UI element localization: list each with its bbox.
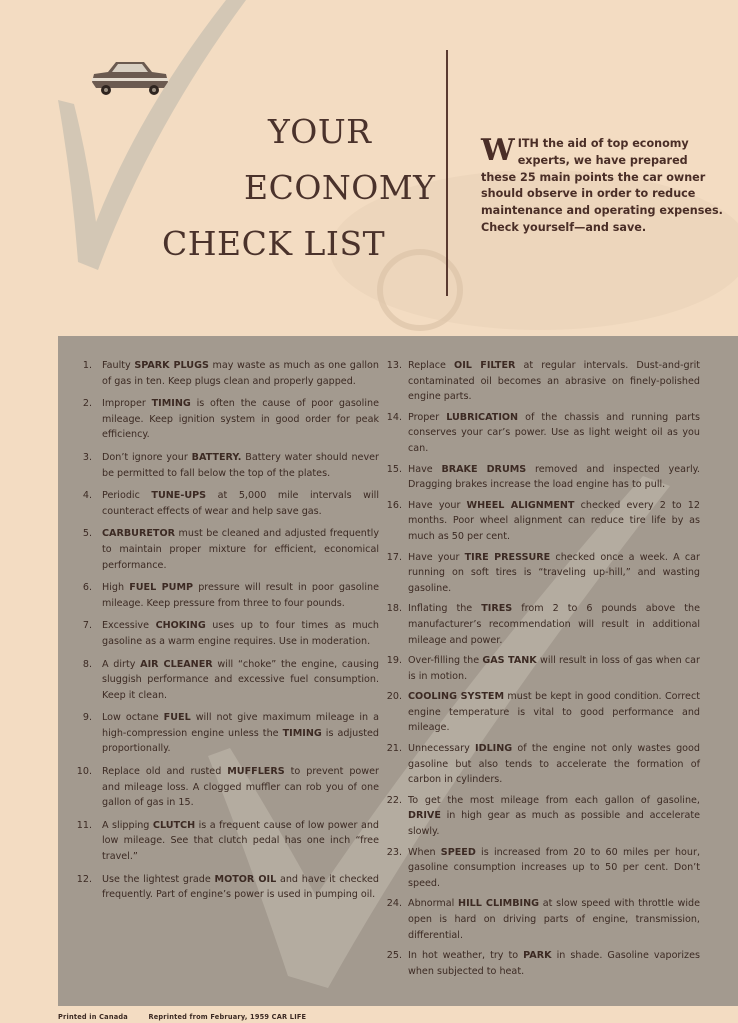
checklist-item: [82, 358, 379, 389]
item-text-fragment: and have it checked frequently. Part of engine’s power is used in pumping oil.: [102, 873, 380, 901]
checklist-item: [386, 601, 700, 648]
item-text-fragment: Have: [408, 463, 442, 475]
item-text: [102, 396, 379, 443]
item-text: [408, 358, 700, 405]
item-number: 7.: [82, 620, 92, 632]
item-text-fragment: must be cleaned and adjusted frequently to maintain proper mixture for efficient, economical performance.: [102, 528, 379, 571]
item-text-fragment: Excessive: [102, 620, 156, 632]
item-text: [408, 462, 700, 493]
item-text-fragment: Have your: [408, 551, 465, 563]
title-line-1: YOUR: [268, 112, 372, 151]
item-text-fragment: A dirty: [102, 658, 141, 670]
item-text-fragment: of the chassis and running parts conserves your car’s power. Use as light weight oil as you can.: [408, 411, 700, 454]
item-number: 13.: [386, 360, 402, 371]
item-text-fragment: Abnormal: [408, 898, 459, 910]
item-number: 21.: [386, 743, 402, 755]
item-text-fragment: When: [408, 846, 441, 858]
item-text-fragment: of the engine not only wastes good gasoline but also tends to accelerate the formation of carbon in cylinders.: [408, 743, 701, 786]
item-text-fragment: in high gear as much as possible and accelerate slowly.: [408, 810, 700, 838]
checklist-item: [386, 653, 700, 684]
item-text-fragment: Replace old and rusted: [102, 766, 228, 778]
item-number: 15.: [386, 463, 402, 475]
item-keyword: MUFFLERS: [227, 766, 285, 778]
item-text-fragment: Improper: [102, 398, 152, 410]
item-keyword: CHOKING: [155, 620, 206, 632]
item-text-fragment: Over-filling the: [408, 655, 483, 667]
item-number: 16.: [386, 499, 402, 511]
item-keyword: TIRES: [481, 603, 513, 615]
item-number: 5.: [82, 528, 92, 540]
item-keyword: GAS TANK: [482, 655, 537, 667]
item-keyword: AIR CLEANER: [140, 658, 213, 670]
item-keyword: LUBRICATION: [446, 411, 519, 423]
item-keyword: IDLING: [475, 743, 513, 755]
item-keyword: CARBURETOR: [102, 528, 175, 540]
item-number: 10.: [76, 766, 92, 778]
title-line-3: CHECK LIST: [162, 224, 386, 263]
item-keyword: CLUTCH: [152, 819, 196, 831]
item-text-fragment: pressure will result in poor gasoline mileage. Keep pressure from three to four pounds.: [102, 582, 379, 609]
item-text: [408, 550, 700, 597]
item-text-fragment: will not give maximum mileage in a high-compression engine unless the: [102, 712, 379, 739]
footer: [58, 1013, 306, 1021]
item-text-fragment: Inflating the: [408, 603, 482, 615]
title-line-2: ECONOMY: [244, 168, 436, 207]
car-icon: [88, 52, 170, 100]
vertical-divider: [446, 50, 448, 296]
item-text-fragment: A slipping: [102, 819, 153, 831]
item-number: 22.: [386, 794, 402, 806]
item-text: [102, 818, 379, 865]
checklist-item: [76, 818, 379, 865]
item-number: 11.: [76, 819, 92, 831]
checklist-item: [386, 948, 700, 979]
item-text-fragment: Don’t ignore your: [102, 451, 192, 463]
checklist-item: [386, 498, 700, 545]
item-keyword: BRAKE DRUMS: [441, 463, 527, 475]
item-number: 3.: [82, 451, 92, 463]
item-text-fragment: is often the cause of poor gasoline mileage. Keep ignition system in good order for peak efficiency.: [102, 398, 379, 441]
item-text-fragment: In hot weather, try to: [408, 950, 524, 962]
item-text-fragment: at regular intervals. Dust-and-grit contaminated oil becomes an abrasive on finely-polished engine parts.: [408, 360, 701, 403]
item-text-fragment: uses up to four times as much gasoline as a warm engine requires. Use in moderation.: [102, 620, 380, 647]
item-keyword: TUNE-UPS: [151, 490, 207, 502]
item-text-fragment: in shade. Gasoline vaporizes when subjected to heat.: [408, 950, 700, 977]
item-keyword: HILL CLIMBING: [458, 898, 539, 910]
item-number: 6.: [82, 582, 92, 594]
item-text: [102, 872, 379, 903]
checklist-item: [82, 488, 379, 519]
item-text-fragment: will result in loss of gas when car is in motion.: [408, 655, 700, 682]
checklist-item: [386, 793, 700, 840]
item-text-fragment: To get the most mileage from each gallon of gasoline,: [408, 794, 700, 806]
item-number: 14.: [386, 411, 402, 423]
checklist-item: [386, 550, 700, 597]
item-text-fragment: Replace: [408, 360, 455, 371]
item-text-fragment: Low octane: [102, 712, 164, 724]
item-text-fragment: is adjusted proportionally.: [102, 727, 379, 755]
item-text-fragment: to prevent power and mileage loss. A clogged muffler can rob you of one gallon of gas in 15.: [102, 766, 379, 809]
checklist-item: [386, 410, 700, 457]
item-number: 19.: [386, 655, 402, 667]
checklist-item: [82, 580, 379, 611]
item-text-fragment: Have your: [408, 499, 467, 511]
item-text-fragment: Battery water should never be permitted to fall below the top of the plates.: [102, 451, 379, 479]
intro-paragraph: [481, 133, 726, 237]
checklist-item: [386, 462, 700, 493]
item-number: 2.: [82, 398, 92, 410]
item-text-fragment: Faulty: [102, 360, 135, 371]
item-text-fragment: is a frequent cause of low power and low mileage. See that clutch pedal has one inch “free travel.”: [102, 819, 379, 863]
item-text: [408, 793, 700, 840]
item-text-fragment: is increased from 20 to 60 miles per hour, gasoline consumption increases up to 50 per cent. Don’t speed.: [408, 846, 701, 889]
item-keyword: FUEL: [163, 712, 191, 724]
item-number: 4.: [82, 490, 92, 502]
item-number: 25.: [386, 950, 402, 962]
item-keyword: WHEEL ALIGNMENT: [466, 499, 575, 511]
item-keyword: PARK: [523, 950, 552, 962]
checklist-item: [386, 689, 700, 736]
item-text: [102, 450, 379, 481]
checklist-item: [386, 845, 701, 892]
item-keyword: SPEED: [440, 846, 476, 858]
footer-printed: Printed in Canada: [58, 1013, 128, 1021]
item-text: [102, 618, 379, 649]
checklist-item: [82, 450, 379, 481]
item-text: [408, 689, 700, 736]
item-number: 12.: [76, 873, 92, 885]
item-text-fragment: will “choke” the engine, causing sluggish performance and excessive fuel consumption. Keep it clean.: [102, 658, 379, 701]
checklist-item: [386, 896, 700, 943]
item-keyword: TIRE PRESSURE: [464, 551, 551, 563]
item-keyword: DRIVE: [408, 810, 441, 822]
item-keyword: TIMING: [282, 727, 322, 739]
item-text: [408, 741, 700, 788]
checklist-item: [76, 872, 380, 903]
item-text: [408, 601, 700, 648]
item-text: [408, 845, 700, 892]
checklist-item: [386, 358, 701, 405]
item-number: 24.: [386, 898, 402, 910]
checklist-item: [82, 618, 380, 649]
item-text: [408, 948, 700, 979]
item-text: [102, 580, 379, 611]
item-text: [408, 498, 700, 545]
checklist-column-left: [76, 358, 380, 910]
item-text-fragment: must be kept in good condition. Correct engine temperature is vital to good performance and mileage.: [408, 691, 700, 734]
item-text-fragment: High: [102, 582, 130, 594]
item-text-fragment: at 5,000 mile intervals will counteract effects of wear and help save gas.: [102, 490, 379, 517]
item-number: 20.: [386, 691, 402, 703]
item-number: 9.: [82, 712, 92, 724]
item-keyword: TIMING: [151, 398, 191, 410]
item-keyword: COOLING SYSTEM: [408, 691, 505, 703]
item-number: 23.: [386, 846, 402, 858]
checklist-item: [82, 526, 379, 573]
item-text-fragment: may waste as much as one gallon of gas in ten. Keep plugs clean and properly gapped.: [102, 360, 379, 387]
item-text: [408, 896, 700, 943]
item-text-fragment: Periodic: [102, 490, 152, 502]
checklist-column-right: [386, 358, 701, 984]
footer-reprinted: Reprinted from February, 1959 CAR LIFE: [148, 1013, 307, 1021]
intro-text: ITH the aid of top economy experts, we have prepared these 25 main points the car owner should observe in order to reduce maintenance and operating expenses. Check yourself—and save.: [481, 137, 723, 234]
item-text: [102, 488, 379, 519]
item-text: [102, 764, 379, 811]
checklist-item: [82, 396, 379, 443]
item-keyword: BATTERY.: [191, 451, 242, 463]
item-text-fragment: checked once a week. A car running on soft tires is “traveling up-hill,” and wasting gasoline.: [408, 551, 700, 594]
item-keyword: FUEL PUMP: [129, 582, 194, 594]
item-number: 8.: [82, 658, 92, 670]
item-text: [102, 657, 379, 704]
item-text-fragment: from 2 to 6 pounds above the manufacturer’s recommendation will result in additional mileage and power.: [408, 603, 700, 646]
item-text-fragment: Unnecessary: [408, 743, 476, 755]
checklist-panel: [58, 336, 738, 1006]
item-text: [408, 410, 700, 457]
item-text-fragment: Proper: [408, 411, 447, 423]
item-number: 17.: [386, 551, 402, 563]
checklist-item: [386, 741, 701, 788]
item-text-fragment: at slow speed with throttle wide open is hard on driving parts of engine, transmission, differential.: [408, 898, 700, 941]
item-keyword: SPARK PLUGS: [134, 360, 209, 371]
item-text-fragment: removed and inspected yearly. Dragging brakes increase the load engine has to pull.: [408, 463, 700, 491]
checklist-item: [82, 657, 379, 704]
intro-dropcap: W: [481, 133, 515, 168]
checklist-item: [82, 710, 379, 757]
item-number: 18.: [386, 603, 402, 615]
item-number: 1.: [82, 360, 92, 371]
item-text: [102, 358, 379, 389]
item-keyword: OIL FILTER: [454, 360, 516, 371]
checklist-item: [76, 764, 379, 811]
item-text: [102, 710, 379, 757]
item-text: [102, 526, 379, 573]
item-text: [408, 653, 700, 684]
item-keyword: MOTOR OIL: [214, 873, 277, 885]
item-text-fragment: checked every 2 to 12 months. Poor wheel alignment can reduce tire life by as much as 50 per cent.: [408, 499, 700, 542]
item-text-fragment: Use the lightest grade: [102, 873, 215, 885]
